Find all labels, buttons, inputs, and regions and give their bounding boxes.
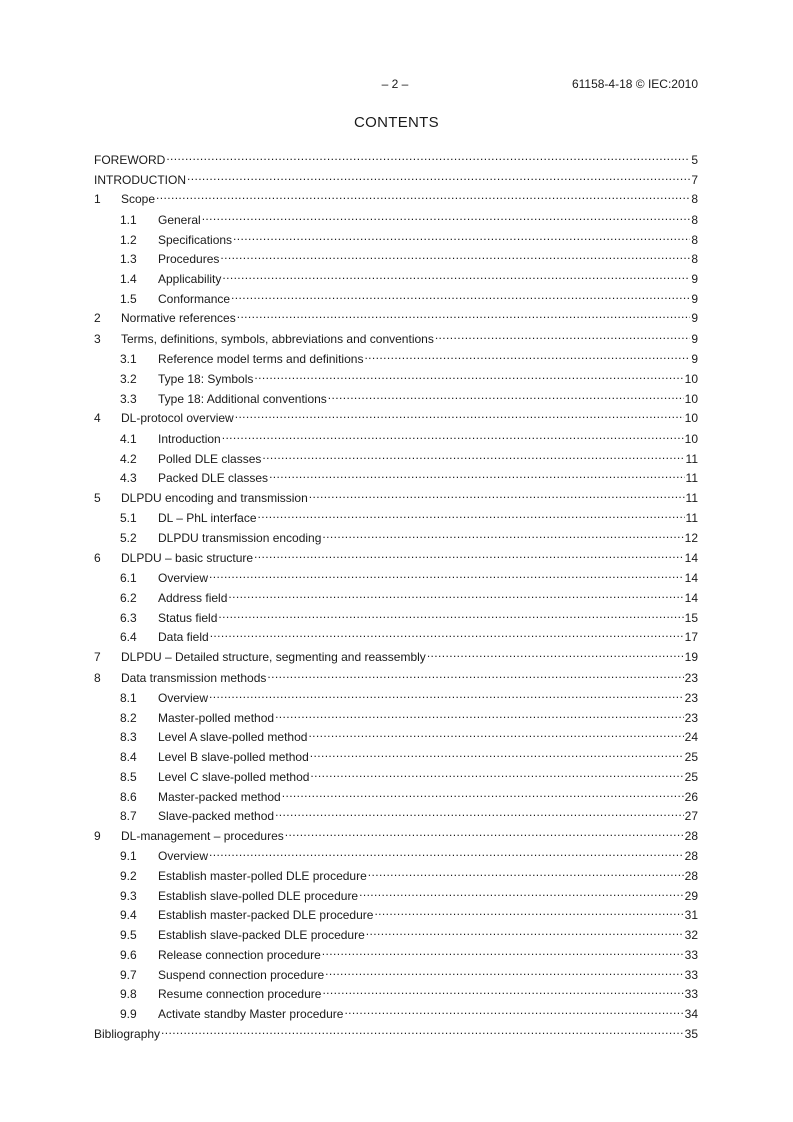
toc-entry-number: 4.3 xyxy=(120,471,137,486)
toc-entry-page: 33 xyxy=(684,987,698,1002)
toc-entry-number: 8 xyxy=(94,670,101,685)
toc-entry-title: Conformance xyxy=(158,291,231,306)
toc-entry-number: 9.5 xyxy=(120,928,137,943)
toc-entry-number: 1.4 xyxy=(120,271,137,286)
toc-entry-title: DLPDU – Detailed structure, segmenting and reassembly xyxy=(121,650,426,665)
toc-entry-page: 9 xyxy=(691,352,698,367)
toc-entry-title: Normative references xyxy=(121,311,236,326)
toc-entry-page: 29 xyxy=(684,888,698,903)
toc-dot-leader xyxy=(161,1019,684,1038)
toc-dot-leader xyxy=(210,622,684,641)
toc-entry-number: 6 xyxy=(94,550,101,565)
toc-entry-number: 5.2 xyxy=(120,531,137,546)
toc-entry-title: Applicability xyxy=(158,271,222,286)
toc-dot-leader xyxy=(222,424,684,443)
toc-entry-number: 1.1 xyxy=(120,212,137,227)
toc-entry-page: 24 xyxy=(684,730,698,745)
toc-dot-leader xyxy=(308,722,683,741)
toc-entry-title: DL – PhL interface xyxy=(158,511,257,526)
toc-entry-page: 8 xyxy=(691,252,698,267)
toc-entry-number: 9.9 xyxy=(120,1006,137,1021)
toc-entry-number: 9.7 xyxy=(120,967,137,982)
toc-entry-page: 25 xyxy=(684,750,698,765)
toc-dot-leader xyxy=(209,841,684,860)
toc-entry-page: 10 xyxy=(684,391,698,406)
toc-entry-number: 3.3 xyxy=(120,391,137,406)
toc-entry-page: 5 xyxy=(691,153,698,167)
toc-entry-title: Terms, definitions, symbols, abbreviations and conventions xyxy=(121,331,434,346)
toc-dot-leader xyxy=(218,603,683,622)
toc-entry-title: Address field xyxy=(158,591,228,605)
toc-entry-title: Packed DLE classes xyxy=(158,471,269,486)
toc-dot-leader xyxy=(275,801,684,820)
toc-dot-leader xyxy=(222,264,690,283)
toc-entry[interactable] xyxy=(94,145,698,165)
toc-entry-page: 14 xyxy=(684,550,698,565)
toc-entry-title: Type 18: Additional conventions xyxy=(158,391,327,406)
toc-entry-title: Resume connection procedure xyxy=(158,987,322,1002)
toc-dot-leader xyxy=(267,663,683,682)
toc-dot-leader xyxy=(254,543,684,562)
toc-entry[interactable] xyxy=(94,1019,698,1039)
toc-dot-leader xyxy=(368,861,684,880)
toc-entry-page: 32 xyxy=(684,928,698,943)
toc-entry-title: Reference model terms and definitions xyxy=(158,352,364,367)
toc-entry-number: 2 xyxy=(94,311,101,326)
toc-entry-page: 33 xyxy=(684,967,698,982)
toc-entry[interactable] xyxy=(94,165,698,185)
toc-entry-title: Introduction xyxy=(158,431,221,446)
toc-entry-number: 1.5 xyxy=(120,291,137,306)
toc-entry-page: 28 xyxy=(684,869,698,884)
toc-dot-leader xyxy=(254,364,683,383)
toc-entry-page: 11 xyxy=(685,511,698,526)
toc-entry-page: 33 xyxy=(684,947,698,962)
toc-entry-title: Establish slave-polled DLE procedure xyxy=(158,888,359,903)
toc-entry-number: 8.7 xyxy=(120,809,137,824)
toc-entry-number: 9.6 xyxy=(120,947,137,962)
toc-dot-leader xyxy=(285,821,684,840)
toc-entry-page: 14 xyxy=(684,591,698,605)
toc-entry-title: Establish slave-packed DLE procedure xyxy=(158,928,365,943)
toc-dot-leader xyxy=(322,940,684,959)
toc-entry-title: Scope xyxy=(121,192,156,207)
toc-entry-page: 7 xyxy=(691,172,698,187)
toc-dot-leader xyxy=(275,703,684,722)
toc-entry-page: 15 xyxy=(684,610,698,625)
toc-entry-number: 8.6 xyxy=(120,789,137,804)
toc-entry-page: 11 xyxy=(685,471,698,486)
toc-dot-leader xyxy=(427,642,684,661)
toc-entry-number: 8.3 xyxy=(120,730,137,745)
toc-dot-leader xyxy=(258,503,685,522)
toc-entry-page: 23 xyxy=(684,691,698,706)
toc-entry-page: 25 xyxy=(684,769,698,784)
table-of-contents xyxy=(94,145,698,1041)
toc-entry-title: Establish master-packed DLE procedure xyxy=(158,908,374,923)
toc-entry-number: 9.3 xyxy=(120,888,137,903)
toc-entry-number: 1.3 xyxy=(120,252,137,267)
toc-entry-title: Data field xyxy=(158,630,209,645)
toc-dot-leader xyxy=(344,999,683,1018)
toc-entry-number: 9.8 xyxy=(120,987,137,1002)
toc-entry-page: 11 xyxy=(685,451,698,466)
toc-dot-leader xyxy=(364,344,690,363)
toc-entry-page: 8 xyxy=(691,212,698,227)
toc-dot-leader xyxy=(231,284,690,303)
toc-dot-leader xyxy=(202,205,691,224)
toc-entry-number: 3 xyxy=(94,331,101,346)
toc-entry-page: 31 xyxy=(684,908,698,923)
toc-entry-page: 10 xyxy=(684,411,698,426)
toc-entry-page: 19 xyxy=(684,650,698,665)
toc-entry-number: 1.2 xyxy=(120,232,137,247)
toc-dot-leader xyxy=(310,742,684,761)
toc-entry-page: 23 xyxy=(684,670,698,685)
toc-entry-title: Suspend connection procedure xyxy=(158,967,325,982)
toc-entry-title: Level B slave-polled method xyxy=(158,750,309,765)
toc-entry-title: Master-packed method xyxy=(158,789,281,804)
toc-entry-page: 12 xyxy=(684,531,698,546)
toc-entry-number: 4.1 xyxy=(120,431,137,446)
toc-entry-title: General xyxy=(158,212,201,227)
toc-entry-page: 35 xyxy=(684,1026,698,1041)
toc-entry-title: Level A slave-polled method xyxy=(158,730,308,745)
toc-entry-page: 14 xyxy=(684,571,698,586)
toc-entry-title: Procedures xyxy=(158,252,220,267)
toc-entry-page: 9 xyxy=(691,331,698,346)
toc-entry-page: 23 xyxy=(684,710,698,725)
page-number-header: – 2 – xyxy=(381,77,409,91)
toc-entry-page: 9 xyxy=(691,271,698,286)
toc-dot-leader xyxy=(282,782,684,801)
toc-entry-number: 3.2 xyxy=(120,372,137,386)
toc-entry-number: 3.1 xyxy=(120,352,137,367)
toc-entry-title: DLPDU encoding and transmission xyxy=(121,490,308,505)
toc-entry-title: Establish master-polled DLE procedure xyxy=(158,869,367,884)
toc-entry-page: 26 xyxy=(684,789,698,804)
toc-entry-number: 9.4 xyxy=(120,908,137,923)
toc-dot-leader xyxy=(209,563,684,582)
toc-entry-page: 10 xyxy=(684,431,698,446)
toc-entry-page: 9 xyxy=(691,311,698,326)
toc-dot-leader xyxy=(209,683,684,702)
toc-entry-number: 9.1 xyxy=(120,849,137,864)
toc-entry-title: Level C slave-polled method xyxy=(158,769,310,784)
toc-dot-leader xyxy=(366,920,684,939)
toc-entry-title: Activate standby Master procedure xyxy=(158,1006,344,1021)
toc-dot-leader xyxy=(322,523,683,542)
toc-entry-number: 1 xyxy=(94,192,101,207)
toc-entry-number: 6.3 xyxy=(120,610,137,625)
toc-entry-number: 6.2 xyxy=(120,591,137,605)
toc-entry-title: Overview xyxy=(158,691,209,706)
toc-entry-title: Release connection procedure xyxy=(158,947,321,962)
toc-entry-page: 10 xyxy=(684,372,698,386)
toc-entry-page: 8 xyxy=(691,232,698,247)
toc-dot-leader xyxy=(166,145,690,164)
toc-entry-title: Specifications xyxy=(158,232,233,247)
toc-dot-leader xyxy=(220,244,690,263)
toc-dot-leader xyxy=(322,979,683,998)
toc-entry-number: 5 xyxy=(94,490,101,505)
toc-entry-title: Data transmission methods xyxy=(121,670,267,685)
toc-entry-title: INTRODUCTION xyxy=(94,172,186,187)
toc-entry-number: 8.5 xyxy=(120,769,137,784)
toc-entry-title: Type 18: Symbols xyxy=(158,372,254,386)
toc-entry-title: Bibliography xyxy=(94,1026,161,1041)
toc-entry-title: DL-management – procedures xyxy=(121,828,284,843)
toc-dot-leader xyxy=(325,960,684,979)
toc-dot-leader xyxy=(309,483,685,502)
toc-entry-page: 17 xyxy=(684,630,698,645)
toc-dot-leader xyxy=(359,881,684,900)
toc-entry-title: Master-polled method xyxy=(158,710,275,725)
toc-entry[interactable] xyxy=(94,205,698,225)
toc-dot-leader xyxy=(310,762,683,781)
toc-entry-number: 4 xyxy=(94,411,101,426)
toc-entry-number: 4.2 xyxy=(120,451,137,466)
toc-dot-leader xyxy=(328,384,684,403)
toc-entry-number: 8.2 xyxy=(120,710,137,725)
toc-entry-page: 27 xyxy=(684,809,698,824)
toc-entry-page: 8 xyxy=(691,192,698,207)
toc-entry-page: 9 xyxy=(691,291,698,306)
toc-entry-title: Overview xyxy=(158,849,209,864)
toc-dot-leader xyxy=(237,303,691,322)
toc-dot-leader xyxy=(156,184,690,203)
toc-dot-leader xyxy=(374,900,683,919)
toc-entry-page: 34 xyxy=(684,1006,698,1021)
toc-dot-leader xyxy=(233,225,690,244)
toc-entry-title: DLPDU – basic structure xyxy=(121,550,254,565)
toc-entry-number: 9 xyxy=(94,828,101,843)
toc-entry-number: 9.2 xyxy=(120,869,137,884)
toc-entry-title: FOREWORD xyxy=(94,153,166,167)
toc-entry-number: 6.1 xyxy=(120,571,137,586)
toc-entry-title: DL-protocol overview xyxy=(121,411,234,426)
toc-dot-leader xyxy=(262,444,684,463)
toc-entry-number: 8.4 xyxy=(120,750,137,765)
toc-entry-page: 28 xyxy=(684,828,698,843)
toc-entry-title: DLPDU transmission encoding xyxy=(158,531,322,546)
toc-dot-leader xyxy=(187,165,690,184)
toc-entry[interactable] xyxy=(94,184,698,205)
toc-entry-number: 8.1 xyxy=(120,691,137,706)
contents-title: CONTENTS xyxy=(354,114,439,131)
toc-entry-number: 6.4 xyxy=(120,630,137,645)
toc-dot-leader xyxy=(235,403,684,422)
toc-dot-leader xyxy=(435,324,690,343)
toc-dot-leader xyxy=(228,583,683,602)
toc-entry-page: 11 xyxy=(685,490,698,505)
toc-entry-title: Status field xyxy=(158,610,218,625)
toc-entry-title: Slave-packed method xyxy=(158,809,275,824)
toc-entry-page: 28 xyxy=(684,849,698,864)
toc-entry-number: 5.1 xyxy=(120,511,137,526)
toc-dot-leader xyxy=(269,463,684,482)
document-reference: 61158-4-18 © IEC:2010 xyxy=(571,77,698,91)
toc-entry-title: Overview xyxy=(158,571,209,586)
toc-entry-title: Polled DLE classes xyxy=(158,451,262,466)
toc-entry-number: 7 xyxy=(94,650,101,665)
